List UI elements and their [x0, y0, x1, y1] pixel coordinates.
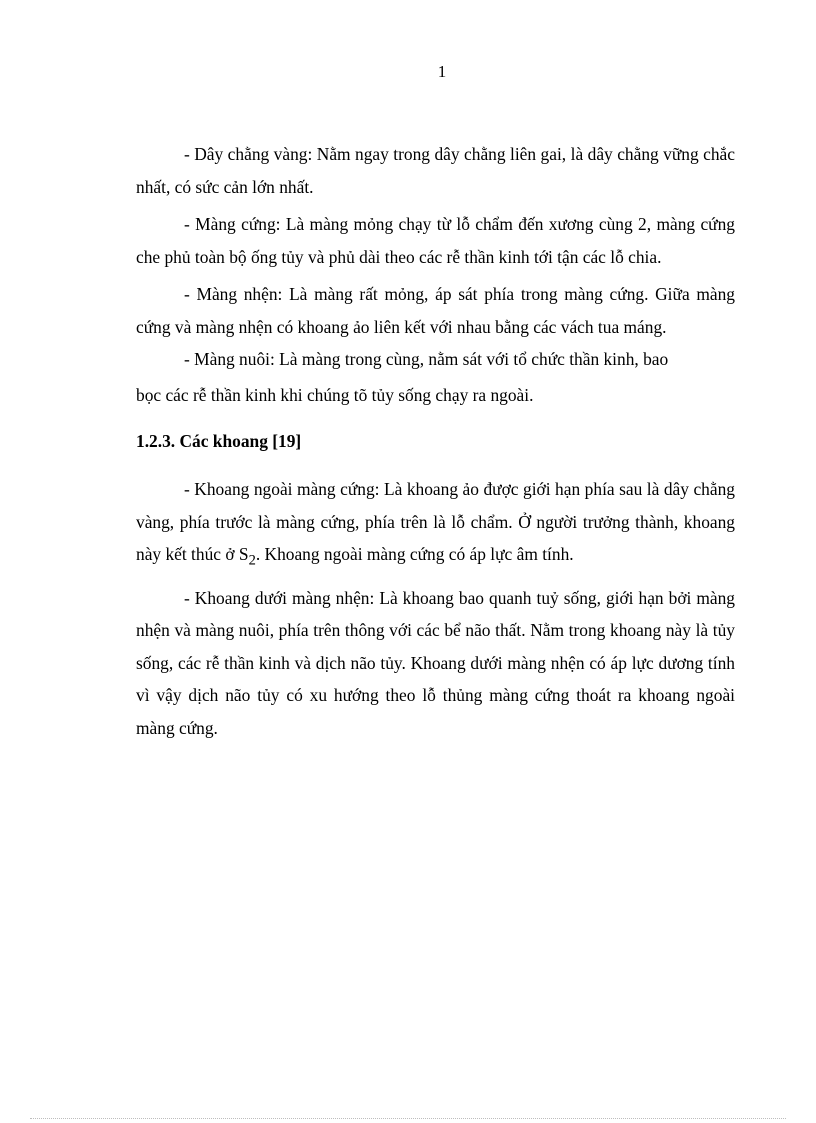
paragraph-epidural-space [136, 473, 735, 577]
paragraph-pia-mater: - Màng nuôi: Là màng trong cùng, nằm sát với tổ chức thần kinh, bao [184, 349, 669, 369]
paragraph-dura-mater: - Màng cứng: Là màng mỏng chạy từ lỗ chẩm đến xương cùng 2, màng cứng che phủ toàn bộ ống tủy và phủ dài theo các rễ thần kinh tới tận các lỗ chia. [136, 214, 735, 267]
paragraph-pia-mater-continued: bọc các rễ thần kinh khi chúng tõ tủy sống chạy ra ngoài. [136, 384, 534, 405]
document-body [136, 138, 735, 744]
section-heading: 1.2.3. Các khoang [19] [136, 431, 302, 451]
page-number: 1 [437, 62, 447, 81]
epidural-subscript: 2 [248, 552, 256, 569]
paragraph-ligamentum-flavum: - Dây chằng vàng: Nằm ngay trong dây chằng liên gai, là dây chằng vững chắc nhất, có sức cản lớn nhất. [136, 144, 735, 197]
epidural-text-part1: - Khoang ngoài màng cứng: Là khoang ảo được giới hạn phía sau là dây chằng vàng, phía trước là màng cứng, phía trên là lỗ chẩm. Ở người trưởng thành, khoang này kết thúc ở S [136, 479, 735, 564]
epidural-text-part2: . Khoang ngoài màng cứng có áp lực âm tính. [255, 544, 574, 564]
page-bottom-divider [30, 1118, 786, 1119]
paragraph-arachnoid: - Màng nhện: Là màng rất mỏng, áp sát phía trong màng cứng. Giữa màng cứng và màng nhện có khoang ảo liên kết với nhau bằng các vách tua máng. [136, 284, 735, 337]
paragraph-subarachnoid-space: - Khoang dưới màng nhện: Là khoang bao quanh tuỷ sống, giới hạn bởi màng nhện và màng nuôi, phía trên thông với các bể não thất. Nằm trong khoang này là tủy sống, các rễ thần kinh và dịch não tủy. Khoang dưới màng nhện có áp lực dương tính vì vậy dịch não tủy có xu hướng theo lỗ thủng màng cứng thoát ra khoang ngoài màng cứng. [136, 587, 735, 738]
